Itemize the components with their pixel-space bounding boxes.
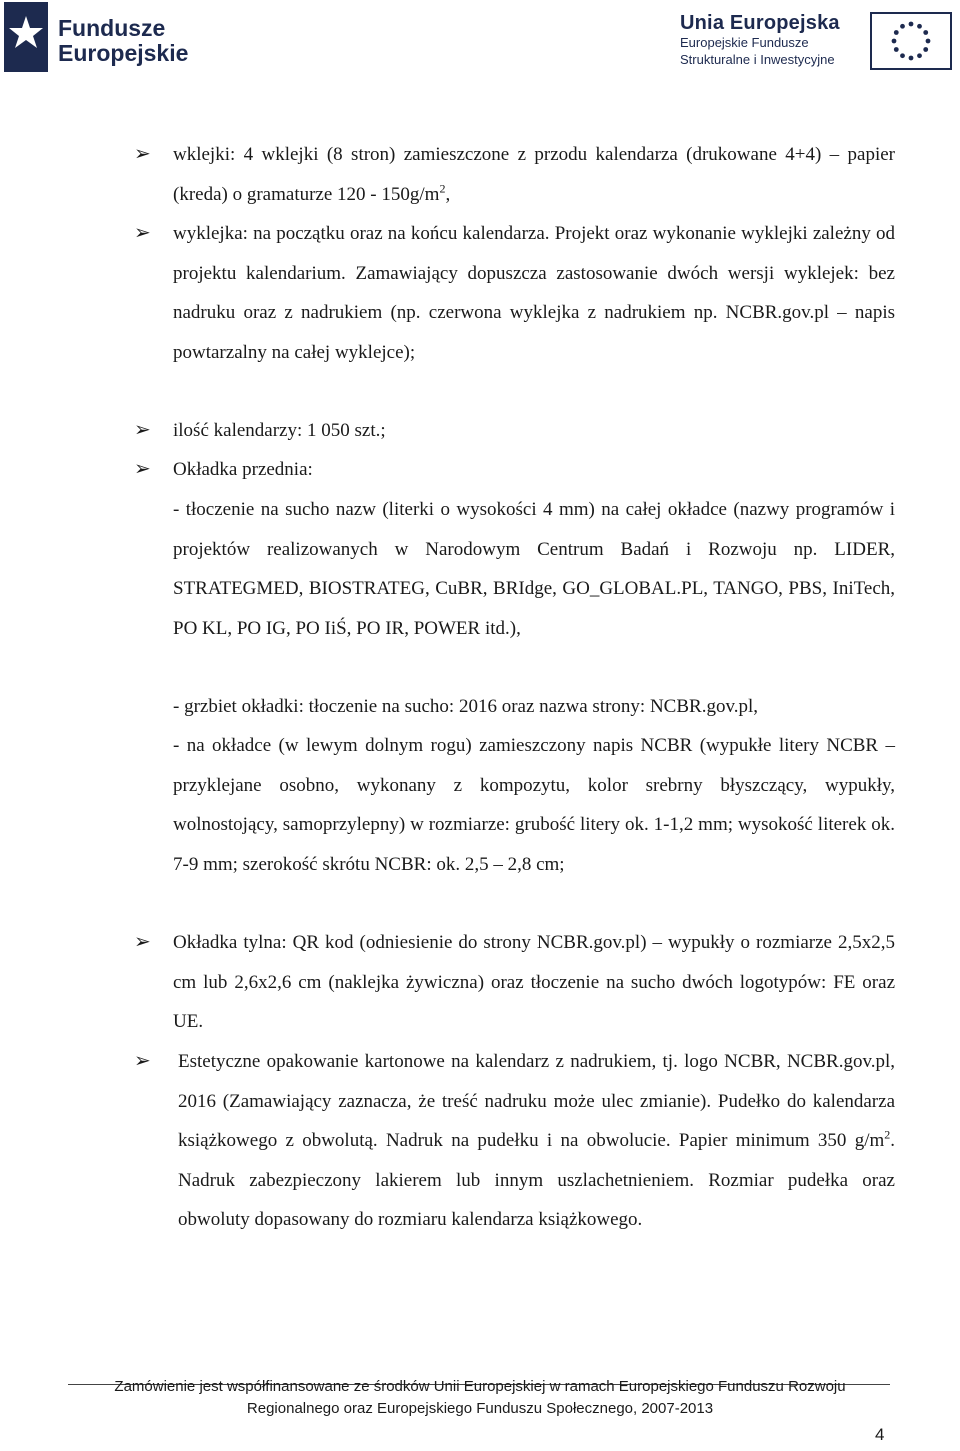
bullet-icon: ➢ xyxy=(134,419,151,441)
eu-star-icon xyxy=(909,56,914,61)
footer-line2: Regionalnego oraz Europejskiego Funduszu Społecznego, 2007-2013 xyxy=(246,1400,714,1417)
item-opakowanie-text-a: Estetyczne opakowanie kartonowe na kalendarz z nadrukiem, tj. logo NCBR, NCBR.gov.pl, 2016 (Zamawiający zaznacza, że treść nadruku może ulec zmianie). Pudełko do kalendarza książkowego z obwolutą. Nadruk na pudełku i na obwolucie. Papier minimum 350 g/m xyxy=(178,1051,895,1151)
eu-star-icon xyxy=(894,30,899,35)
footer-line1: Zamówienie jest współfinansowane ze środków Unii Europejskiej w ramach Europejskiego Funduszu Rozwoju xyxy=(114,1378,846,1395)
ue-logo-line1: Europejskie Fundusze xyxy=(680,35,809,50)
fe-logo-line2: Europejskie xyxy=(58,40,189,66)
item-wklejki-end: , xyxy=(445,183,451,205)
eu-star-icon xyxy=(892,39,897,44)
bullet-icon: ➢ xyxy=(134,222,151,244)
item-wklejki-text: wklejki: 4 wklejki (8 stron) zamieszczone z przodu kalendarza (drukowane 4+4) – papier (kreda) o gramaturze 120 - 150g/m xyxy=(173,144,895,205)
fundusze-europejskie-logo xyxy=(0,2,190,76)
bullet-icon: ➢ xyxy=(134,931,151,953)
eu-star-icon xyxy=(917,53,922,58)
eu-star-icon xyxy=(917,24,922,29)
unia-europejska-logo xyxy=(680,12,960,82)
eu-star-icon xyxy=(900,24,905,29)
bullet-icon: ➢ xyxy=(134,143,151,165)
eu-star-icon xyxy=(926,39,931,44)
okladka-napis: - na okładce (w lewym dolnym rogu) zamieszczony napis NCBR (wypukłe litery NCBR – przyklejane osobno, wykonany z kompozytu, kolor srebrny błyszczący, wypukły, wolnostojący, samoprzylepny) w rozmiarze: grubość litery ok. 1-1,2 mm; wysokość literek ok. 7-9 mm; szerokość skrótu NCBR: ok. 2,5 – 2,8 cm; xyxy=(173,735,895,875)
item-okladka-przednia: Okładka przednia: xyxy=(173,459,313,480)
ue-logo-line2: Strukturalne i Inwestycyjne xyxy=(680,52,835,67)
page-number: 4 xyxy=(875,1425,885,1444)
eu-star-icon xyxy=(909,22,914,27)
eu-star-icon xyxy=(923,30,928,35)
eu-star-icon xyxy=(894,47,899,52)
item-wklejki-sup: 2 xyxy=(439,181,446,196)
item-okladka-tylna: Okładka tylna: QR kod (odniesienie do strony NCBR.gov.pl) – wypukły o rozmiarze 2,5x2,5 cm lub 2,6x2,6 cm (naklejka żywiczna) oraz tłoczenie na sucho dwóch logotypów: FE oraz UE. xyxy=(173,932,895,1032)
page-footer xyxy=(0,1376,960,1420)
eu-flag-icon xyxy=(870,12,952,70)
page-header xyxy=(0,0,960,80)
fe-star-flag-icon xyxy=(0,2,52,76)
item-wklejki xyxy=(173,135,895,214)
fe-logo-line1: Fundusze xyxy=(58,15,166,41)
item-opakowanie xyxy=(178,1042,895,1240)
bullet-icon: ➢ xyxy=(134,458,151,480)
item-opakowanie-sup: 2 xyxy=(884,1127,891,1142)
item-ilosc: ilość kalendarzy: 1 050 szt.; xyxy=(173,420,386,441)
ue-logo-text xyxy=(680,12,840,68)
bullet-icon: ➢ xyxy=(134,1050,151,1072)
ue-logo-title: Unia Europejska xyxy=(680,12,840,34)
okladka-tloczenie: - tłoczenie na sucho nazw (literki o wysokości 4 mm) na całej okładce (nazwy programów i projektów realizowanych w Narodowym Centrum Badań i Rozwoju np. LIDER, STRATEGMED, BIOSTRATEG, CuBR, BRIdge, GO_GLOBAL.PL, TANGO, PBS, IniTech, PO KL, PO IG, PO IiŚ, PO IR, POWER itd.), xyxy=(173,499,895,639)
fe-logo-text xyxy=(58,16,188,66)
item-opakowanie-text-b: . Nadruk zabezpieczony lakierem lub innym uszlachetnieniem. Rozmiar pudełka oraz obwoluty dopasowany do rozmiaru kalendarza książkowego. xyxy=(178,1130,895,1230)
eu-star-icon xyxy=(923,47,928,52)
eu-star-icon xyxy=(900,53,905,58)
okladka-grzbiet: - grzbiet okładki: tłoczenie na sucho: 2016 oraz nazwa strony: NCBR.gov.pl, xyxy=(173,696,758,717)
item-wyklejka: wyklejka: na początku oraz na końcu kalendarza. Projekt oraz wykonanie wyklejki zależny od projektu kalendarium. Zamawiający dopuszcza zastosowanie dwóch wersji wyklejek: bez nadruku oraz z nadrukiem (np. czerwona wyklejka z nadrukiem np. NCBR.gov.pl – napis powtarzalny na całej wyklejce); xyxy=(173,223,895,363)
